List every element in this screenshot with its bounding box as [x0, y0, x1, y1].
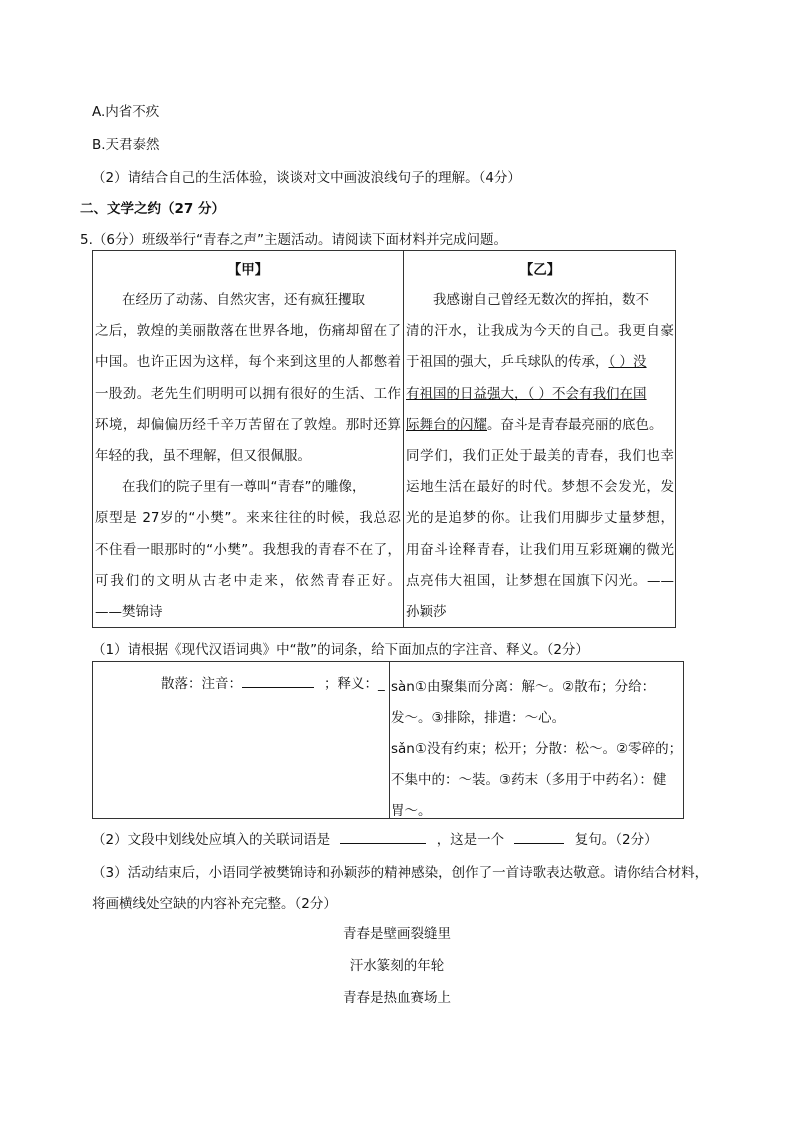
yi-line: 点亮伟大祖国，让梦想在国旗下闪光。—— [406, 572, 674, 589]
yi-underlined-text: 际舞台的闪耀 [406, 416, 487, 433]
conjunction-blank[interactable] [340, 829, 426, 844]
question-5-1: （1）请根据《现代汉语词典》中“散”的词条，给下面加点的字注音、释义。（2分） [92, 642, 589, 658]
material-table [92, 250, 676, 628]
q5-2-text: ，这是一个 [436, 832, 505, 848]
yi-line [406, 410, 674, 441]
question-5-2 [92, 828, 658, 848]
pinyin-label: 散落：注音： [161, 676, 242, 692]
jia-line: 一股劲。老先生们明明可以拥有很好的生活、工作 [95, 385, 401, 402]
poem-line: 青春是壁画裂缝里 [343, 926, 451, 942]
jia-line: 环境，却偏偏历经千辛万苦留在了敦煌。那时还算 [95, 416, 401, 433]
yi-line: 我感谢自己曾经无数次的挥拍，数不 [433, 292, 649, 308]
yi-line: 用奋斗诠释青春，让我们用互彩斑斓的微光 [406, 541, 674, 558]
dictionary-table [92, 661, 684, 819]
dict-entry-line: 胃～。 [391, 803, 432, 819]
question-2: （2）请结合自己的生活体验，谈谈对文中画波浪线句子的理解。（4分） [92, 170, 521, 186]
option-a: A.内省不疚 [92, 104, 160, 120]
dict-entry-line: sǎn①没有约束；松开；分散：松～。②零碎的； [391, 741, 683, 757]
meaning-label: ；释义： [324, 676, 378, 692]
jia-line: 可我们的文明从古老中走来，依然青春正好。 [95, 572, 401, 589]
yi-line-text: 于祖国的强大，乒乓球队的传承， [406, 354, 609, 371]
yi-line-underlined: 有祖国的日益强大，（ ）不会有我们在国 [406, 385, 647, 402]
dict-entries [391, 672, 682, 827]
material-jia [93, 251, 403, 627]
jia-line: 在经历了动荡、自然灾害，还有疯狂攫取 [122, 292, 365, 308]
yi-line-text: 。奋斗是青春最亮丽的底色。 [487, 416, 663, 433]
section-title: 二、文学之约（27 分） [80, 201, 225, 217]
yi-line: 同学们，我们正处于最美的青春，我们也幸 [406, 447, 674, 464]
yi-line [406, 347, 674, 378]
q5-2-text: （2）文段中划线处应填入的关联词语是 [92, 832, 331, 848]
yi-line: 清的汗水，让我成为今天的自己。我更自豪 [406, 323, 674, 340]
material-yi [404, 251, 676, 627]
yi-line: 光的是追梦的你。让我们用脚步丈量梦想， [406, 510, 674, 527]
dict-entry-line: 发～。③排除，排遣：～心。 [391, 710, 566, 726]
dict-entry-line: sàn①由聚集而分离：解～。②散布；分给： [391, 679, 656, 695]
jia-line: 不住看一眼那时的“小樊”。我想我的青春不在了， [95, 541, 401, 558]
meaning-blank[interactable]: _ [378, 676, 385, 692]
underlined-blank: （ ）没 [608, 354, 647, 371]
jia-line: 原型是 27岁的“小樊”。来来往往的时候，我总忍 [95, 510, 401, 527]
yi-heading: 【乙】 [519, 262, 561, 278]
yi-signature: 孙颖莎 [406, 603, 447, 620]
sentence-type-blank[interactable] [514, 829, 564, 844]
poem-line: 汗水篆刻的年轮 [349, 958, 445, 974]
jia-line: 之后，敦煌的美丽散落在世界各地，伤痛却留在了 [95, 323, 401, 340]
jia-line: 在我们的院子里有一尊叫“青春”的雕像， [122, 479, 366, 496]
question-5-3-cont: 将画横线处空缺的内容补充完整。（2分） [92, 896, 337, 912]
poem-line: 青春是热血赛场上 [343, 990, 451, 1006]
option-b: B.天君泰然 [92, 137, 160, 153]
dict-divider [389, 662, 390, 818]
yi-line: 运地生活在最好的时代。梦想不会发光，发 [406, 479, 674, 496]
dict-entry-line: 不集中的：～装。③药末（多用于中药名）：健 [391, 772, 667, 788]
pinyin-blank[interactable] [242, 673, 314, 688]
dict-prompt [161, 672, 385, 692]
jia-signature: ——樊锦诗 [95, 603, 163, 620]
jia-line: 年轻的我，虽不理解，但又很佩服。 [95, 447, 311, 464]
jia-line: 中国。也许正因为这样，每个来到这里的人都憋着 [95, 354, 401, 371]
jia-heading: 【甲】 [227, 262, 269, 278]
question-5-3: （3）活动结束后，小语同学被樊锦诗和孙颖莎的精神感染，创作了一首诗歌表达敬意。请你结合材料， [92, 865, 709, 881]
question-5-stem: 5.（6分）班级举行“青春之声”主题活动。请阅读下面材料并完成问题。 [80, 232, 507, 248]
q5-2-text: 复句。（2分） [574, 832, 658, 848]
